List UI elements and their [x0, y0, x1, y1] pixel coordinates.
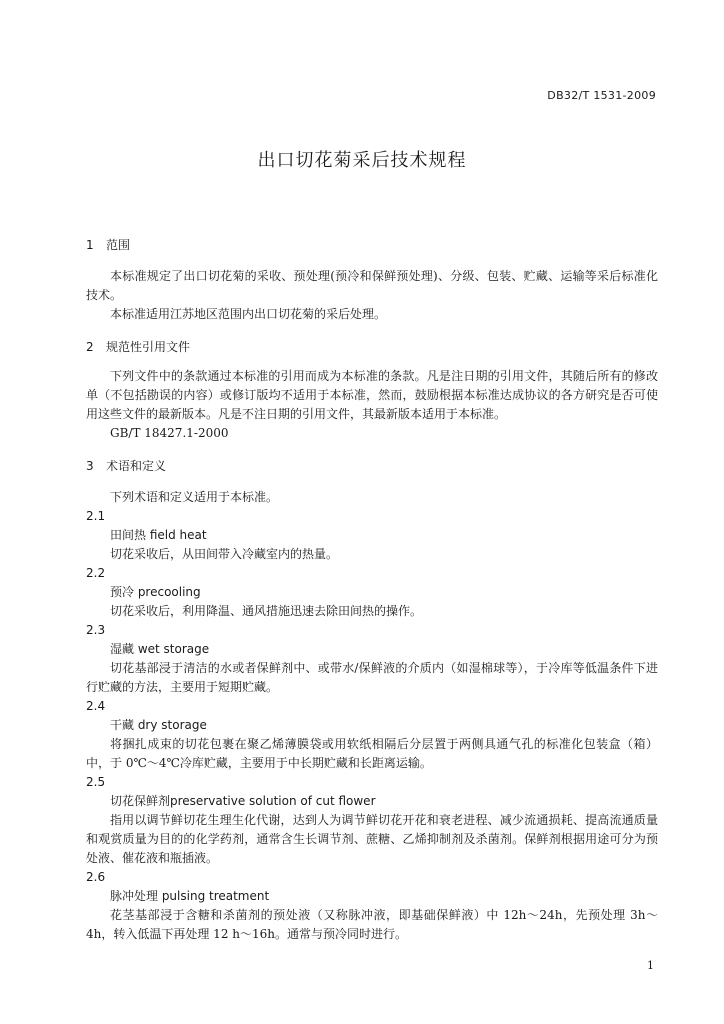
- term-definition: 切花基部浸于清洁的水或者保鲜剂中、或带水/保鲜液的介质内（如湿棉球等），于冷库等低温条件下进行贮藏的方法，主要用于短期贮藏。: [86, 661, 658, 694]
- section-title: 范围: [106, 238, 131, 252]
- section-heading-3: [86, 457, 658, 476]
- document-body: [86, 236, 658, 944]
- term-number: 2.1: [86, 509, 106, 523]
- term-name: 脉冲处理 pulsing treatment: [110, 889, 270, 903]
- section-title: 术语和定义: [106, 459, 167, 473]
- term-number: 2.6: [86, 870, 106, 884]
- term-definition: 切花采收后，从田间带入冷藏室内的热量。: [110, 547, 339, 561]
- section-number: 3: [86, 459, 94, 473]
- term-name: 田间热 field heat: [110, 528, 207, 542]
- paragraph: 本标准适用江苏地区范围内出口切花菊的采后处理。: [110, 307, 387, 321]
- paragraph: 下列术语和定义适用于本标准。: [110, 490, 279, 504]
- term-number: 2.4: [86, 699, 106, 713]
- term-definition: 将捆扎成束的切花包裹在聚乙烯薄膜袋或用软纸相隔后分层置于两侧具通气孔的标准化包装盒（箱）中，于 0℃～4℃冷库贮藏，主要用于中长期贮藏和长距离运输。: [86, 737, 658, 770]
- term-name: 预冷 precooling: [110, 585, 201, 599]
- term-number: 2.3: [86, 623, 106, 637]
- section-heading-2: [86, 338, 658, 357]
- term-name: 湿藏 wet storage: [110, 642, 210, 656]
- term-number: 2.5: [86, 775, 106, 789]
- term-number: 2.2: [86, 566, 106, 580]
- document-title: 出口切花菊采后技术规程: [257, 150, 467, 171]
- term-name: 干藏 dry storage: [110, 718, 207, 732]
- term-definition: 指用以调节鲜切花生理生化代谢，达到人为调节鲜切花开花和衰老进程、减少流通损耗、提高流通质量和观赏质量为目的的化学药剂，通常含生长调节剂、蔗糖、乙烯抑制剂及杀菌剂。保鲜剂根据用途可分为预处液、催花液和瓶插液。: [86, 813, 658, 865]
- term-definition: 花茎基部浸于含糖和杀菌剂的预处液（又称脉冲液，即基础保鲜液）中 12h～24h，先预处理 3h～4h，转入低温下再处理 12 h～16h。通常与预冷同时进行。: [86, 908, 658, 941]
- section-heading-1: [86, 236, 658, 255]
- section-number: 2: [86, 340, 94, 354]
- section-number: 1: [86, 238, 94, 252]
- term-name: 切花保鲜剂preservative solution of cut flower: [110, 794, 376, 808]
- term-definition: 切花采收后，利用降温、通风措施迅速去除田间热的操作。: [110, 604, 423, 618]
- paragraph: 下列文件中的条款通过本标准的引用而成为本标准的条款。凡是注日期的引用文件，其随后所有的修改单（不包括勘误的内容）或修订版均不适用于本标准，然而，鼓励根据本标准达成协议的各方研究是否可使用这些文件的最新版本。凡是不注日期的引用文件，其最新版本适用于本标准。: [86, 369, 658, 421]
- section-title: 规范性引用文件: [106, 340, 191, 354]
- reference-item: GB/T 18427.1-2000: [110, 426, 229, 440]
- page-number: 1: [647, 959, 654, 972]
- standard-code: DB32/T 1531-2009: [547, 89, 656, 102]
- paragraph: 本标准规定了出口切花菊的采收、预处理(预冷和保鲜预处理)、分级、包装、贮藏、运输等采后标准化技术。: [86, 269, 658, 302]
